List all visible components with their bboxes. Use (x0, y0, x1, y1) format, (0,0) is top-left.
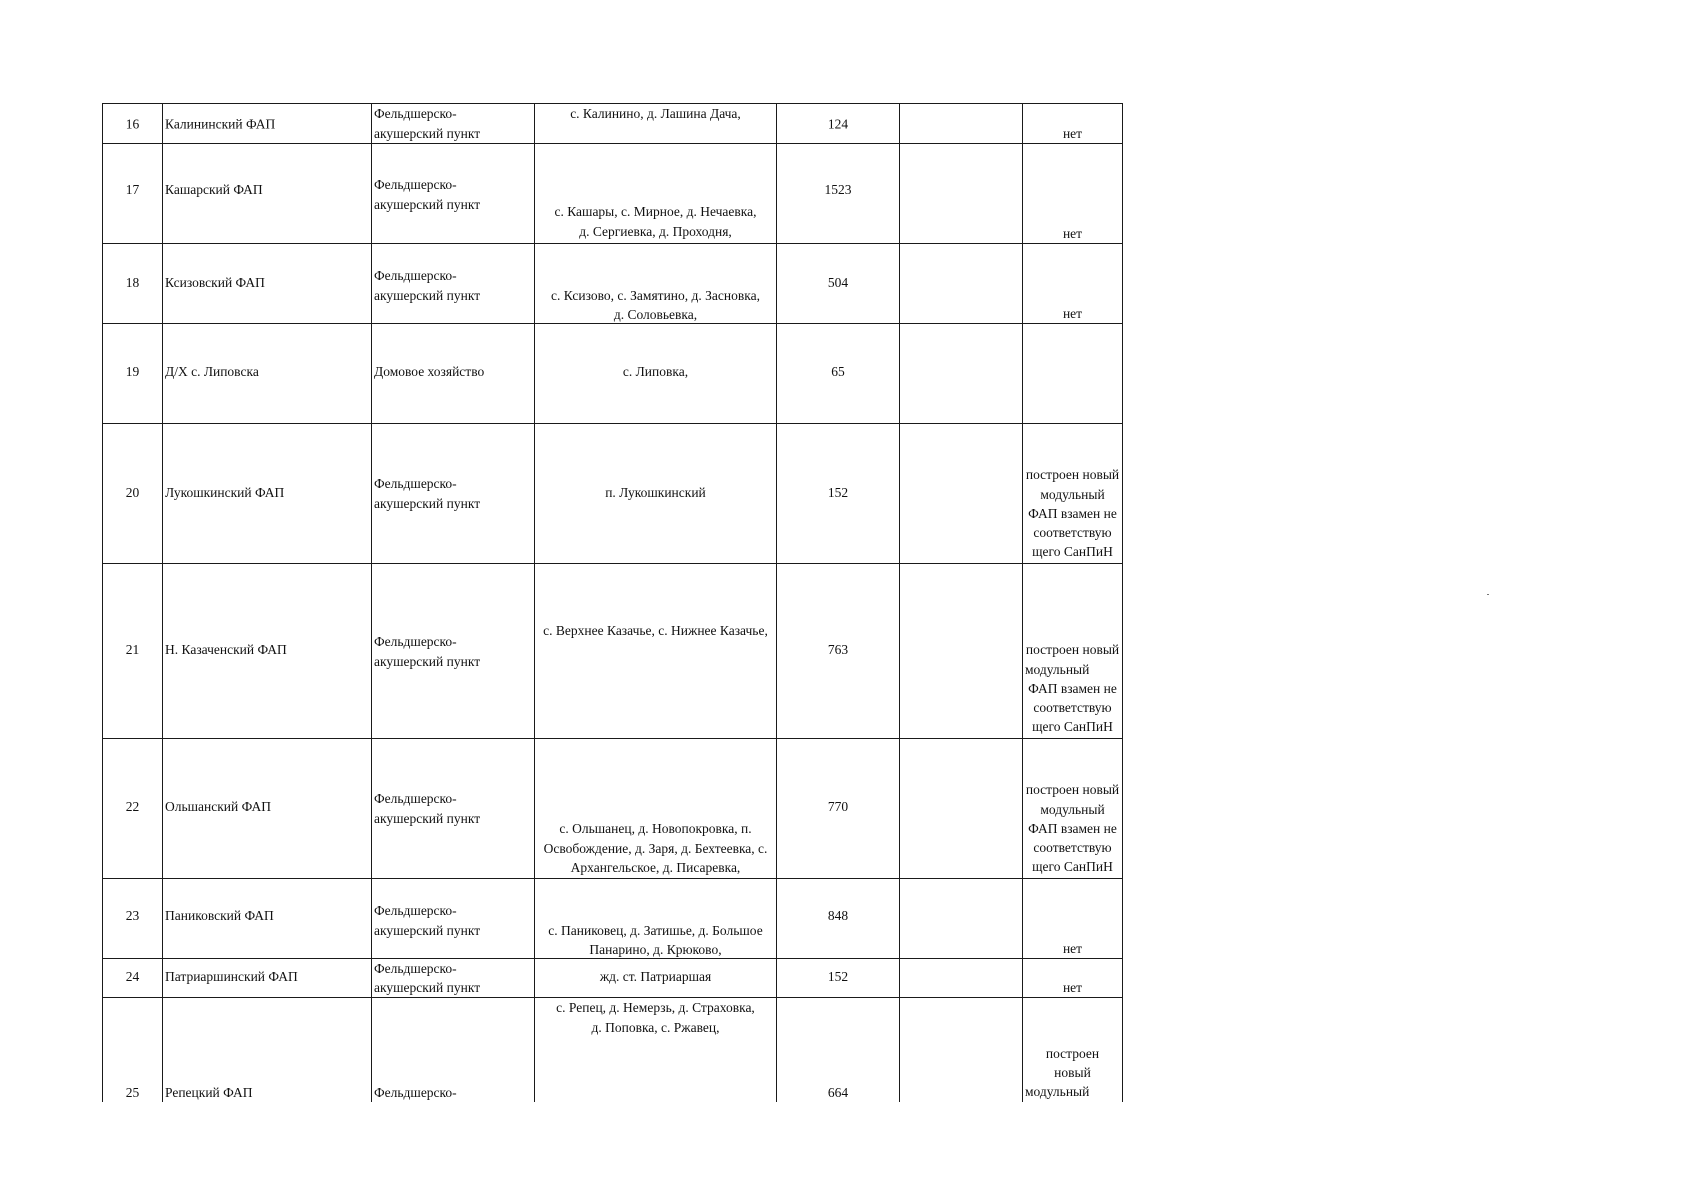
table-row (103, 244, 1123, 324)
facility-type-line: акушерский пункт (374, 197, 481, 212)
note-line: щего СанПиН (1032, 544, 1113, 559)
row-number-cell (103, 739, 163, 879)
facility-name: Н. Казаченский ФАП (165, 642, 287, 657)
facility-name-cell (163, 244, 372, 324)
note-line: построен новый (1025, 467, 1120, 482)
note-cell (1023, 104, 1123, 144)
population-value: 504 (827, 275, 849, 290)
facility-type-line: акушерский пункт (374, 496, 481, 511)
empty-cell (900, 324, 1023, 424)
row-number-cell (103, 104, 163, 144)
row-number-cell (103, 564, 163, 739)
address-line: с. Верхнее Казачье, с. Нижнее Казачье, (543, 623, 768, 638)
note-line: построен (1045, 1046, 1100, 1061)
note-line: соответствую (1033, 840, 1112, 855)
note-line: построен новый (1025, 642, 1120, 657)
facility-type-cell (372, 879, 535, 959)
facility-name: Патриаршинский ФАП (165, 969, 298, 984)
note-cell (1023, 244, 1123, 324)
address-line: с. Липовка, (622, 364, 689, 379)
facility-name: Паниковский ФАП (165, 908, 274, 923)
note-line: модульный (1040, 802, 1105, 817)
address-cell (535, 739, 777, 879)
facility-type-cell (372, 424, 535, 564)
address-line: п. Лукошкинский (605, 485, 706, 500)
facility-type-cell (372, 998, 535, 1102)
note-line: соответствую (1033, 700, 1112, 715)
address-line: Архангельское, д. Писаревка, (570, 860, 741, 875)
row-number: 25 (125, 1085, 140, 1100)
table-row (103, 739, 1123, 879)
facility-type-cell (372, 564, 535, 739)
population-cell (777, 144, 900, 244)
row-number-cell (103, 879, 163, 959)
note-line: щего СанПиН (1032, 719, 1113, 734)
empty-cell (900, 144, 1023, 244)
empty-cell (900, 739, 1023, 879)
row-number: 24 (125, 969, 140, 984)
row-number-cell (103, 959, 163, 998)
facility-type-line: Фельдшерско- (374, 791, 457, 806)
note-line: нет (1062, 125, 1083, 141)
population-cell (777, 244, 900, 324)
table-row (103, 998, 1123, 1102)
population-value: 1523 (824, 182, 852, 197)
facility-name: Лукошкинский ФАП (165, 485, 285, 500)
facility-type-cell (372, 324, 535, 424)
empty-cell (900, 424, 1023, 564)
population-value: 770 (827, 799, 849, 814)
facilities-table (102, 103, 1123, 1102)
note-line: модульный (1040, 487, 1105, 502)
facility-name-cell (163, 424, 372, 564)
note-cell (1023, 324, 1123, 424)
address-line: д. Поповка, с. Ржавец, (591, 1020, 720, 1035)
address-line: жд. ст. Патриаршая (599, 969, 712, 984)
table-row (103, 959, 1123, 998)
facility-type-line: Фельдшерско- (374, 961, 457, 976)
facility-name-cell (163, 739, 372, 879)
facility-name: Калининский ФАП (165, 115, 276, 131)
row-number: 21 (125, 642, 140, 657)
note-line: нет (1062, 979, 1083, 995)
facility-type-line: Домовое хозяйство (374, 364, 485, 379)
note-line: ФАП взамен не (1028, 821, 1117, 836)
facility-name-cell (163, 104, 372, 144)
row-number: 19 (125, 364, 140, 379)
population-value: 152 (827, 485, 849, 500)
address-line: с. Репец, д. Немерзь, д. Страховка, (556, 1000, 755, 1015)
population-cell (777, 959, 900, 998)
note-line: нет (1062, 305, 1083, 321)
empty-cell (900, 959, 1023, 998)
facility-name-cell (163, 144, 372, 244)
row-number: 20 (125, 485, 140, 500)
table-row (103, 424, 1123, 564)
note-line: ФАП взамен не (1028, 681, 1117, 696)
note-cell (1023, 739, 1123, 879)
facility-type-line: Фельдшерско- (374, 106, 457, 121)
population-value: 124 (827, 115, 849, 131)
note-cell (1023, 144, 1123, 244)
facility-type-line: акушерский пункт (374, 980, 481, 995)
address-line: Освобождение, д. Заря, д. Бехтеевка, с. (543, 841, 768, 856)
address-cell (535, 998, 777, 1102)
note-line: нет (1062, 940, 1083, 956)
row-number: 17 (125, 182, 140, 197)
note-line: построен новый (1025, 782, 1120, 797)
address-cell (535, 244, 777, 324)
address-line: Панарино, д. Крюково, (589, 942, 722, 957)
table-row (103, 144, 1123, 244)
row-number-cell (103, 144, 163, 244)
note-cell (1023, 998, 1123, 1102)
facility-type-cell (372, 244, 535, 324)
population-cell (777, 324, 900, 424)
address-line: с. Ольшанец, д. Новопокровка, п. (559, 821, 752, 836)
note-line: модульный (1025, 1084, 1090, 1099)
address-line: с. Кашары, с. Мирное, д. Нечаевка, (554, 204, 757, 219)
facility-type-line: акушерский пункт (374, 654, 481, 669)
facility-type-line: Фельдшерско- (374, 634, 457, 649)
population-cell (777, 739, 900, 879)
address-line: с. Калинино, д. Лашина Дача, (570, 106, 741, 121)
row-number-cell (103, 244, 163, 324)
empty-cell (900, 879, 1023, 959)
empty-cell (900, 244, 1023, 324)
address-line: с. Ксизово, с. Замятино, д. Засновка, (551, 288, 760, 303)
facility-name-cell (163, 998, 372, 1102)
row-number: 22 (125, 799, 140, 814)
note-line: новый (1054, 1065, 1091, 1080)
facility-type-cell (372, 959, 535, 998)
address-line: д. Соловьевка, (613, 307, 698, 322)
facility-type-line: акушерский пункт (374, 811, 481, 826)
population-value: 65 (831, 364, 845, 379)
facility-type-line: Фельдшерско- (374, 1085, 457, 1100)
address-cell (535, 959, 777, 998)
facility-name-cell (163, 879, 372, 959)
population-cell (777, 879, 900, 959)
facility-type-cell (372, 144, 535, 244)
address-cell (535, 564, 777, 739)
empty-cell (900, 998, 1023, 1102)
note-line: модульный (1025, 662, 1090, 677)
address-cell (535, 144, 777, 244)
population-value: 763 (827, 642, 849, 657)
empty-cell (900, 104, 1023, 144)
note-line: соответствую (1033, 525, 1112, 540)
facility-name: Репецкий ФАП (165, 1085, 253, 1100)
row-number: 16 (125, 115, 140, 131)
note-cell (1023, 564, 1123, 739)
facility-name-cell (163, 324, 372, 424)
facility-type-line: акушерский пункт (374, 126, 481, 141)
population-cell (777, 998, 900, 1102)
address-cell (535, 324, 777, 424)
facility-type-cell (372, 739, 535, 879)
facility-name: Ксизовский ФАП (165, 275, 265, 290)
facility-type-cell (372, 104, 535, 144)
population-cell (777, 424, 900, 564)
address-line: с. Паниковец, д. Затишье, д. Большое (548, 923, 763, 938)
population-value: 664 (827, 1085, 849, 1100)
row-number: 23 (125, 908, 140, 923)
note-cell (1023, 424, 1123, 564)
address-cell (535, 104, 777, 144)
table-row (103, 879, 1123, 959)
table-row (103, 104, 1123, 144)
facility-name-cell (163, 564, 372, 739)
row-number: 18 (125, 275, 140, 290)
population-cell (777, 564, 900, 739)
facility-type-line: Фельдшерско- (374, 903, 457, 918)
address-cell (535, 424, 777, 564)
population-cell (777, 104, 900, 144)
row-number-cell (103, 998, 163, 1102)
facility-name: Кашарский ФАП (165, 182, 263, 197)
note-cell (1023, 959, 1123, 998)
table-row (103, 564, 1123, 739)
row-number-cell (103, 324, 163, 424)
population-value: 848 (827, 908, 849, 923)
note-line: нет (1062, 225, 1083, 241)
facility-type-line: Фельдшерско- (374, 476, 457, 491)
facility-type-line: акушерский пункт (374, 288, 481, 303)
population-value: 152 (827, 969, 849, 984)
address-cell (535, 879, 777, 959)
empty-cell (900, 564, 1023, 739)
facility-type-line: Фельдшерско- (374, 177, 457, 192)
facility-name-cell (163, 959, 372, 998)
facility-name: Ольшанский ФАП (165, 799, 271, 814)
row-number-cell (103, 424, 163, 564)
scan-speck (1487, 594, 1489, 595)
address-line: д. Сергиевка, д. Проходня, (579, 224, 732, 239)
facility-type-line: акушерский пункт (374, 923, 481, 938)
note-line: ФАП взамен не (1028, 506, 1117, 521)
facility-type-line: Фельдшерско- (374, 268, 457, 283)
note-line: щего СанПиН (1032, 859, 1113, 874)
table-row (103, 324, 1123, 424)
facility-name: Д/Х с. Липовска (165, 364, 259, 379)
note-cell (1023, 879, 1123, 959)
